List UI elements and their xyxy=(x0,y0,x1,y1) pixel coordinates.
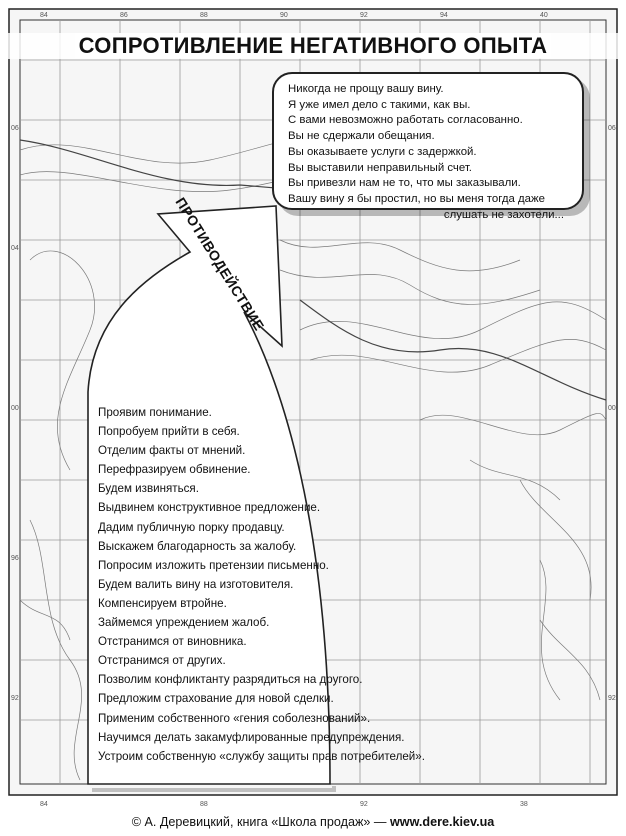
footer-site-link[interactable]: www.dere.kiev.ua xyxy=(389,815,495,829)
svg-text:96: 96 xyxy=(11,555,19,562)
svg-text:84: 84 xyxy=(40,12,48,19)
svg-text:40: 40 xyxy=(540,12,548,19)
svg-text:84: 84 xyxy=(40,801,48,808)
list-item: Позволим конфликтанту разрядиться на другого. xyxy=(98,673,363,687)
svg-text:92: 92 xyxy=(360,801,368,808)
svg-text:38: 38 xyxy=(520,801,528,808)
page-title-text: СОПРОТИВЛЕНИЕ НЕГАТИВНОГО ОПЫТА xyxy=(75,33,552,58)
list-item: Будем извиняться. xyxy=(98,482,199,496)
footer-credits xyxy=(0,808,626,836)
counteraction-label: ПРОТИВОДЕЙСТВИЕ xyxy=(172,194,268,334)
svg-text:00: 00 xyxy=(608,405,616,412)
list-item: Компенсируем втройне. xyxy=(98,596,227,610)
list-item: Устроим собственную «службу защиты прав потребителей». xyxy=(98,749,425,763)
list-item: Дадим публичную порку продавцу. xyxy=(98,520,285,534)
counteraction-list xyxy=(98,403,425,766)
svg-text:06: 06 xyxy=(11,125,19,132)
svg-text:04: 04 xyxy=(11,245,19,252)
bubble-line: С вами невозможно работать согласованно. xyxy=(288,114,523,127)
list-item: Предложим страхование для новой сделки. xyxy=(98,692,334,706)
bubble-line: Я уже имел дело с такими, как вы. xyxy=(288,98,471,111)
svg-text:92: 92 xyxy=(11,695,19,702)
list-item: Отстранимся от виновника. xyxy=(98,635,247,649)
list-item: Научимся делать закамуфлированные предупреждения. xyxy=(98,730,405,744)
list-item: Попробуем прийти в себя. xyxy=(98,425,240,439)
bubble-line: Никогда не прощу вашу вину. xyxy=(288,83,444,95)
svg-text:00: 00 xyxy=(11,405,19,412)
svg-text:88: 88 xyxy=(200,12,208,19)
list-item: Перефразируем обвинение. xyxy=(98,463,251,477)
list-item: Займемся упреждением жалоб. xyxy=(98,616,270,630)
bubble-line: Вы привезли нам не то, что мы заказывали. xyxy=(288,177,521,190)
bubble-line: слушать не захотели... xyxy=(443,208,564,221)
list-item: Выскажем благодарность за жалобу. xyxy=(98,539,297,553)
list-item: Отделим факты от мнений. xyxy=(98,444,246,458)
svg-text:06: 06 xyxy=(608,125,616,132)
svg-text:88: 88 xyxy=(200,801,208,808)
bubble-line: Вы не сдержали обещания. xyxy=(288,130,435,143)
list-item: Отстранимся от других. xyxy=(98,654,226,668)
list-item: Применим собственного «гения соболезнований». xyxy=(98,711,371,725)
bubble-line: Вы выставили неправильный счет. xyxy=(288,161,472,174)
svg-text:94: 94 xyxy=(440,12,448,19)
footer-copyright: © А. Деревицкий, книга «Школа продаж» — xyxy=(131,815,387,829)
bubble-line: Вы оказываете услуги с задержкой. xyxy=(288,145,477,158)
bubble-line: Вашу вину я бы простил, но вы меня тогда даже xyxy=(288,192,545,205)
list-item: Попросим изложить претензии письменно. xyxy=(98,558,329,572)
svg-text:86: 86 xyxy=(120,12,128,19)
list-item: Будем валить вину на изготовителя. xyxy=(98,577,294,591)
svg-text:92: 92 xyxy=(360,12,368,19)
svg-text:92: 92 xyxy=(608,695,616,702)
list-item: Выдвинем конструктивное предложение. xyxy=(98,501,321,515)
list-item: Проявим понимание. xyxy=(98,406,212,419)
svg-text:90: 90 xyxy=(280,12,288,19)
